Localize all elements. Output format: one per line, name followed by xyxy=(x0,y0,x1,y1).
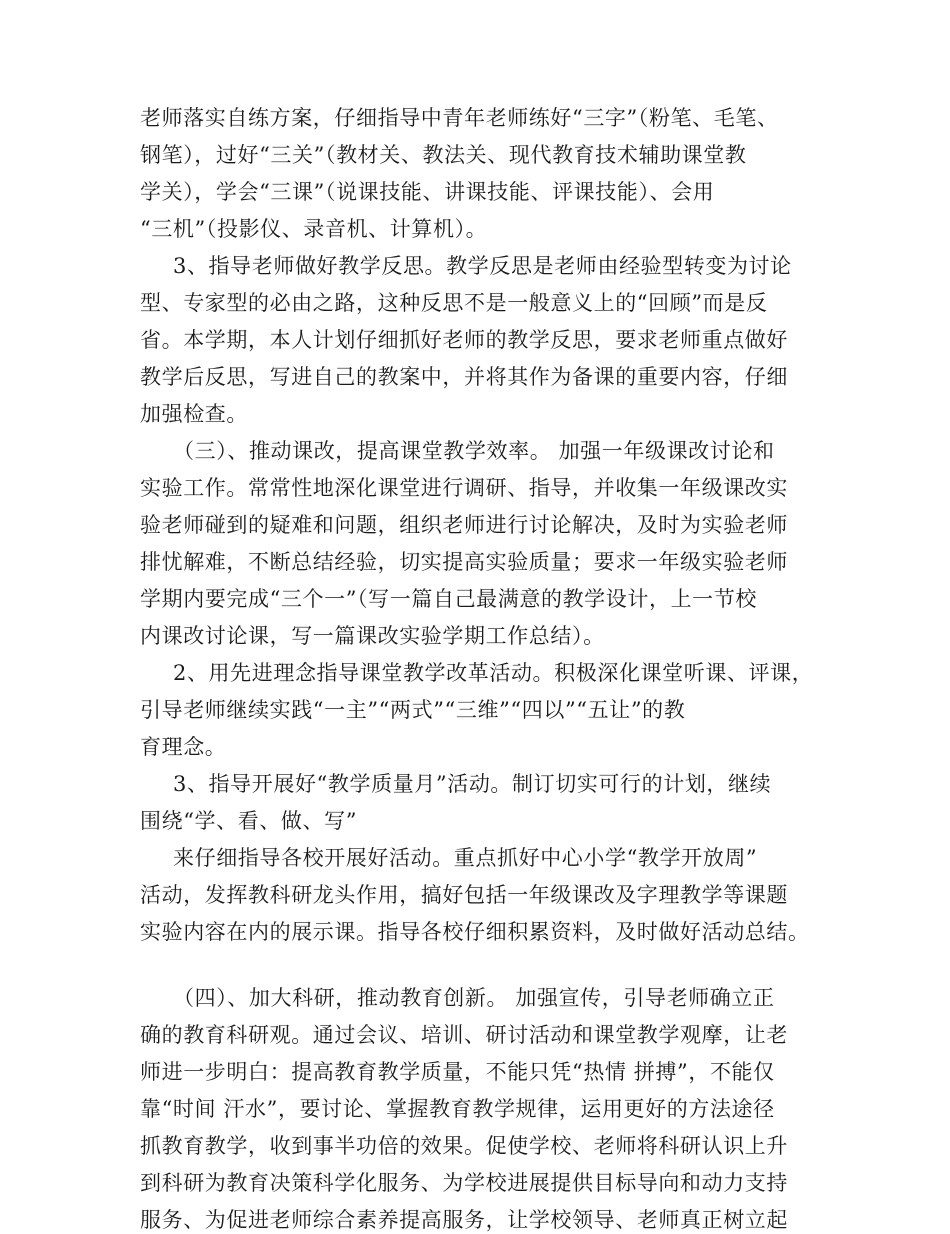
text-line: 内课改讨论课，写一篇课改实验学期工作总结）。 xyxy=(140,624,605,648)
section-heading-line: （四）、加大科研，推动教育创新。 加强宣传，引导老师确立正 xyxy=(173,986,775,1010)
text-line: 验老师碰到的疑难和问题，组织老师进行讨论解决，及时为实验老师 xyxy=(140,513,788,537)
text-line: 活动，发挥教科研龙头作用，搞好包括一年级课改及字理教学等课题 xyxy=(140,883,788,907)
text-line: 靠“时间 汗水”，要讨论、掌握教育教学规律，运用更好的方法途径 xyxy=(140,1097,775,1121)
text-line: 引导老师继续实践“一主”“两式”“三维”“四以”“五让”的教 xyxy=(140,698,686,722)
text-line: 学关），学会“三课”（说课技能、讲课技能、评课技能）、会用 xyxy=(140,180,715,204)
text-line: 老师落实自练方案，仔细指导中青年老师练好“三字”（粉笔、毛笔、 xyxy=(140,106,779,130)
text-line: 服务、为促进老师综合素养提高服务，让学校领导、老师真正树立起 xyxy=(140,1208,788,1232)
text-line: 实验内容在内的展示课。指导各校仔细积累资料，及时做好活动总结。 xyxy=(140,920,810,944)
text-line: 3、指导老师做好教学反思。教学反思是老师由经验型转变为讨论 xyxy=(173,254,792,278)
text-line: 育理念。 xyxy=(140,735,227,759)
text-line: 确的教育科研观。通过会议、培训、研讨活动和课堂教学观摩，让老 xyxy=(140,1023,788,1047)
text-line: 钢笔），过好“三关”（教材关、教法关、现代教育技术辅助课堂教 xyxy=(140,143,747,167)
text-line: 加强检查。 xyxy=(140,402,248,426)
text-line: 师进一步明白：提高教育教学质量，不能只凭“热情 拼搏”，不能仅 xyxy=(140,1060,775,1084)
text-line: 实验工作。常常性地深化课堂进行调研、指导，并收集一年级课改实 xyxy=(140,476,788,500)
text-line: 型、专家型的必由之路，这种反思不是一般意义上的“回顾”而是反 xyxy=(140,291,768,315)
text-line: 到科研为教育决策科学化服务、为学校进展提供目标导向和动力支持 xyxy=(140,1171,788,1195)
text-line: 来仔细指导各校开展好活动。重点抓好中心小学“教学开放周” xyxy=(173,846,758,870)
text-line: 抓教育教学，收到事半功倍的效果。促使学校、老师将科研认识上升 xyxy=(140,1134,788,1158)
text-line: “三机”（投影仪、录音机、计算机）。 xyxy=(140,217,488,241)
text-line: 学期内要完成“三个一”（写一篇自己最满意的教学设计，上一节校 xyxy=(140,587,757,611)
text-line: 教学后反思，写进自己的教案中，并将其作为备课的重要内容，仔细 xyxy=(140,365,788,389)
text-line: 3、指导开展好“教学质量月”活动。制订切实可行的计划，继续 xyxy=(173,772,772,796)
section-heading-line: （三）、推动课改，提高课堂教学效率。 加强一年级课改讨论和 xyxy=(173,439,775,463)
text-line: 排忧解难，不断总结经验，切实提高实验质量；要求一年级实验老师 xyxy=(140,550,788,574)
text-line: 省。本学期，本人计划仔细抓好老师的教学反思，要求老师重点做好 xyxy=(140,328,788,352)
text-line: 围绕“学、看、做、写” xyxy=(140,809,358,833)
text-line: 2、用先进理念指导课堂教学改革活动。积极深化课堂听课、评课， xyxy=(173,661,814,685)
